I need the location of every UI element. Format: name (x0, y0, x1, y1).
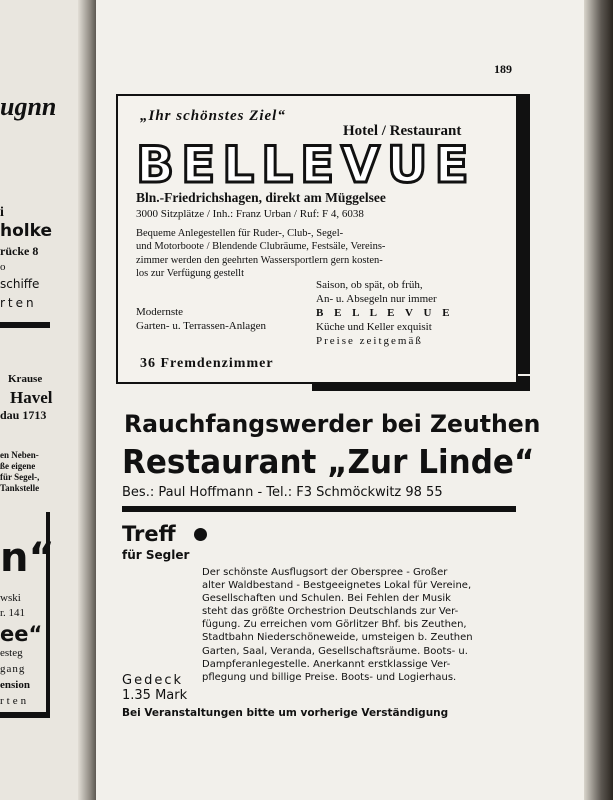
linde-description-line: pflegung und billige Preise. Boots- und Logierhaus. (202, 671, 457, 683)
left-fragment: i (0, 205, 4, 220)
ad-address: Bln.-Friedrichshagen, direkt am Müggelsee (136, 190, 386, 205)
page-edge (584, 0, 613, 800)
ad-description-line: zimmer werden den geehrten Wassersportlern gern kosten- (136, 254, 383, 266)
right-page (96, 0, 613, 800)
ad-category: Hotel / Restaurant (343, 123, 462, 139)
ad-garden-info (136, 305, 266, 333)
bullet-dot-icon (194, 528, 207, 541)
left-fragment: ugnn (0, 92, 57, 121)
linde-description-line: Garten, Saal, Veranda, Gesellschaftsräume. Boots- u. (202, 645, 468, 657)
left-fragment: en Neben- (0, 450, 39, 460)
left-fragment: ee“ (0, 622, 43, 646)
left-fragment: Tankstelle (0, 483, 40, 493)
linde-description-line: Gesellschaften und Schulen. Bei Fehlen der Musik (202, 593, 451, 605)
left-fragment: wski (0, 592, 21, 604)
left-fragment: gang (0, 663, 26, 675)
ad-slogan-line: Küche und Keller exquisit (316, 321, 432, 333)
linde-price-line: 1.35 Mark (122, 688, 188, 703)
bellevue-advertisement (116, 94, 518, 384)
ad-slogan-line: Preise zeitgemäß (316, 335, 423, 347)
left-fragment: holke (0, 221, 52, 241)
linde-price-line: Gedeck (122, 673, 183, 688)
left-rule (0, 322, 50, 328)
ad-garden-line: Garten- u. Terrassen-Anlagen (136, 320, 267, 332)
left-fragment: rten (0, 296, 37, 310)
ad-description (136, 227, 385, 280)
linde-description (202, 566, 473, 684)
ad-description-line: Bequeme Anlegestellen für Ruder-, Club-, Segel- (136, 228, 344, 239)
left-fragment: Havel (10, 388, 53, 407)
left-fragment: o (0, 261, 6, 273)
left-fragment: r. 141 (0, 607, 26, 619)
ad-business-name: BELLEVUE (136, 136, 476, 194)
linde-business-name: Restaurant „Zur Linde“ (122, 442, 535, 481)
linde-price (122, 673, 187, 703)
linde-divider (122, 506, 516, 512)
ad-garden-line: Modernste (136, 306, 184, 318)
ad-description-line: los zur Verfügung gestellt (136, 267, 244, 279)
left-fragment: rücke 8 (0, 244, 39, 258)
left-fragment: schiffe (0, 277, 40, 291)
ad-details: 3000 Sitzplätze / Inh.: Franz Urban / Ruf: F 4, 6038 (136, 208, 364, 220)
ad-slogan-line: B E L L E V U E (316, 307, 454, 319)
left-fragment: ension (0, 679, 30, 691)
left-fragment: Krause (8, 373, 43, 385)
ad-shadow (518, 94, 530, 374)
left-fragment: n“ (0, 535, 55, 581)
linde-owner: Bes.: Paul Hoffmann - Tel.: F3 Schmöckwitz 98 55 (122, 485, 443, 500)
left-fragment: rten (0, 695, 30, 707)
linde-description-line: Der schönste Ausflugsort der Oberspree - Großer (202, 567, 448, 578)
linde-description-line: steht das größte Orchestrion Deutschlands zur Ver- (202, 606, 459, 618)
linde-treff-subtitle: für Segler (122, 548, 190, 562)
left-fragment: dau 1713 (0, 408, 47, 422)
linde-treff-title: Treff (122, 522, 176, 546)
page-number: 189 (494, 62, 512, 76)
linde-description-line: fügung. Zu erreichen vom Görlitzer Bhf. bis Zeuthen, (202, 619, 467, 631)
ad-slogan-line: An- u. Absegeln nur immer (316, 293, 437, 305)
ad-slogan: „Ihr schönstes Ziel“ (140, 108, 286, 124)
linde-location: Rauchfangswerder bei Zeuthen (124, 410, 541, 438)
linde-description-line: Stadtbahn Niederschöneweide, umsteigen b. Zeuthen (202, 632, 473, 644)
ad-slogan-block (316, 278, 454, 348)
ad-rooms: 36 Fremdenzimmer (140, 356, 274, 371)
linde-description-line: Dampferanlegestelle. Anerkannt erstklassige Ver- (202, 658, 451, 670)
left-fragment: für Segel-, (0, 472, 40, 482)
left-fragment: ße eigene (0, 461, 36, 471)
left-rule (0, 712, 50, 718)
linde-description-line: alter Waldbestand - Bestgeeignetes Lokal für Vereine, (202, 580, 472, 592)
linde-footer-note: Bei Veranstaltungen bitte um vorherige Verständigung (122, 707, 449, 719)
ad-slogan-line: Saison, ob spät, ob früh, (316, 279, 423, 291)
ad-description-line: und Motorboote / Blendende Clubräume, Festsäle, Vereins- (136, 241, 386, 253)
left-fragment: esteg (0, 647, 23, 659)
